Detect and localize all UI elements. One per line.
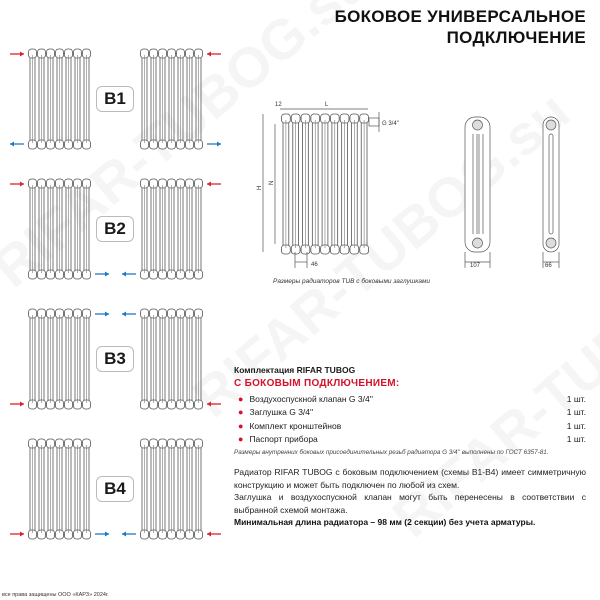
dimension-drawing — [255, 92, 600, 292]
outlet-arrow-icon — [10, 142, 24, 147]
outlet-arrow-icon — [95, 532, 109, 537]
outlet-arrow-icon — [122, 532, 136, 537]
thread-label: G 3/4'' — [382, 121, 399, 127]
scheme-b3 — [0, 304, 230, 414]
dim-12: 12 — [275, 102, 282, 108]
scheme-label: B2 — [96, 216, 134, 242]
radiator-right — [141, 309, 203, 409]
kit-item — [234, 406, 586, 420]
radiator-right — [141, 439, 203, 539]
inlet-arrow-icon — [10, 532, 24, 537]
outlet-arrow-icon — [122, 272, 136, 277]
radiator-right — [141, 179, 203, 279]
inlet-arrow-icon — [207, 532, 221, 537]
outlet-arrow-icon — [207, 142, 221, 147]
outlet-arrow-icon — [122, 312, 136, 317]
bullet-icon: ● — [238, 420, 244, 431]
inlet-arrow-icon — [207, 52, 221, 57]
kit-item-label: Заглушка G 3/4'' — [249, 407, 314, 418]
dim-l: L — [325, 102, 329, 108]
description — [234, 466, 586, 529]
page-title — [335, 6, 586, 48]
drawing-caption: Размеры радиаторов TUB с боковыми заглушками — [273, 278, 431, 285]
bullet-icon: ● — [238, 393, 244, 404]
dim-107: 107 — [470, 263, 481, 269]
radiator-left — [29, 179, 91, 279]
kit-heading: Комплектация RIFAR TUBOG — [234, 365, 356, 375]
kit-item-name — [238, 394, 373, 404]
inlet-arrow-icon — [10, 402, 24, 407]
kit-subheading: С БОКОВЫМ ПОДКЛЮЧЕНИЕМ: — [234, 378, 400, 389]
inlet-arrow-icon — [207, 182, 221, 187]
kit-item — [234, 419, 586, 433]
kit-item-name — [238, 407, 313, 417]
scheme-label: B3 — [96, 346, 134, 372]
description-p1: Радиатор RIFAR TUBOG с боковым подключением (схемы B1-B4) имеет симметричную конструкцию и может быть подключен по любой из схем. — [234, 467, 586, 490]
kit-item-label: Комплект кронштейнов — [249, 420, 342, 431]
description-p3: Минимальная длина радиатора – 98 мм (2 секции) без учета арматуры. — [234, 517, 536, 527]
inlet-arrow-icon — [10, 52, 24, 57]
bullet-icon: ● — [238, 407, 244, 418]
kit-item — [234, 433, 586, 447]
kit-item-name — [238, 434, 318, 444]
kit-item-qty: 1 шт. — [566, 434, 586, 445]
title-line-1: БОКОВОЕ УНИВЕРСАЛЬНОЕ — [334, 7, 586, 26]
kit-section — [234, 365, 586, 456]
dim-46: 46 — [311, 262, 318, 268]
inlet-arrow-icon — [207, 402, 221, 407]
radiator-left — [29, 439, 91, 539]
outlet-arrow-icon — [95, 312, 109, 317]
kit-note: Размеры внутренних боковых присоединительных резьб радиатора G 3/4'' выполнены по ГОСТ 6357-81. — [234, 449, 549, 456]
scheme-b4 — [0, 434, 230, 544]
bullet-icon: ● — [238, 434, 244, 445]
dim-h: H — [257, 185, 263, 190]
title-line-2: ПОДКЛЮЧЕНИЕ — [446, 28, 586, 47]
description-p2: Заглушка и воздухоспускной клапан могут быть перенесены в соответствии с выбранной схемой монтажа. — [234, 492, 586, 515]
scheme-b1 — [0, 44, 230, 154]
dim-66: 66 — [545, 263, 552, 269]
dim-n: N — [269, 180, 275, 185]
radiator-left — [29, 49, 91, 149]
scheme-label: B1 — [96, 86, 134, 112]
kit-item-qty: 1 шт. — [566, 393, 586, 404]
footer-copyright: все права защищены ООО «КАРЗ» 2024г. — [2, 592, 109, 598]
outlet-arrow-icon — [95, 272, 109, 277]
radiator-left — [29, 309, 91, 409]
scheme-label: B4 — [96, 476, 134, 502]
radiator-front-view — [282, 114, 369, 254]
scheme-b2 — [0, 174, 230, 284]
kit-item — [234, 392, 586, 406]
kit-item-label: Паспорт прибора — [249, 434, 318, 445]
radiator-right — [141, 49, 203, 149]
kit-item-qty: 1 шт. — [566, 407, 586, 418]
kit-item-name — [238, 421, 341, 431]
kit-item-label: Воздухоспускной клапан G 3/4'' — [249, 393, 373, 404]
inlet-arrow-icon — [10, 182, 24, 187]
kit-item-qty: 1 шт. — [566, 420, 586, 431]
